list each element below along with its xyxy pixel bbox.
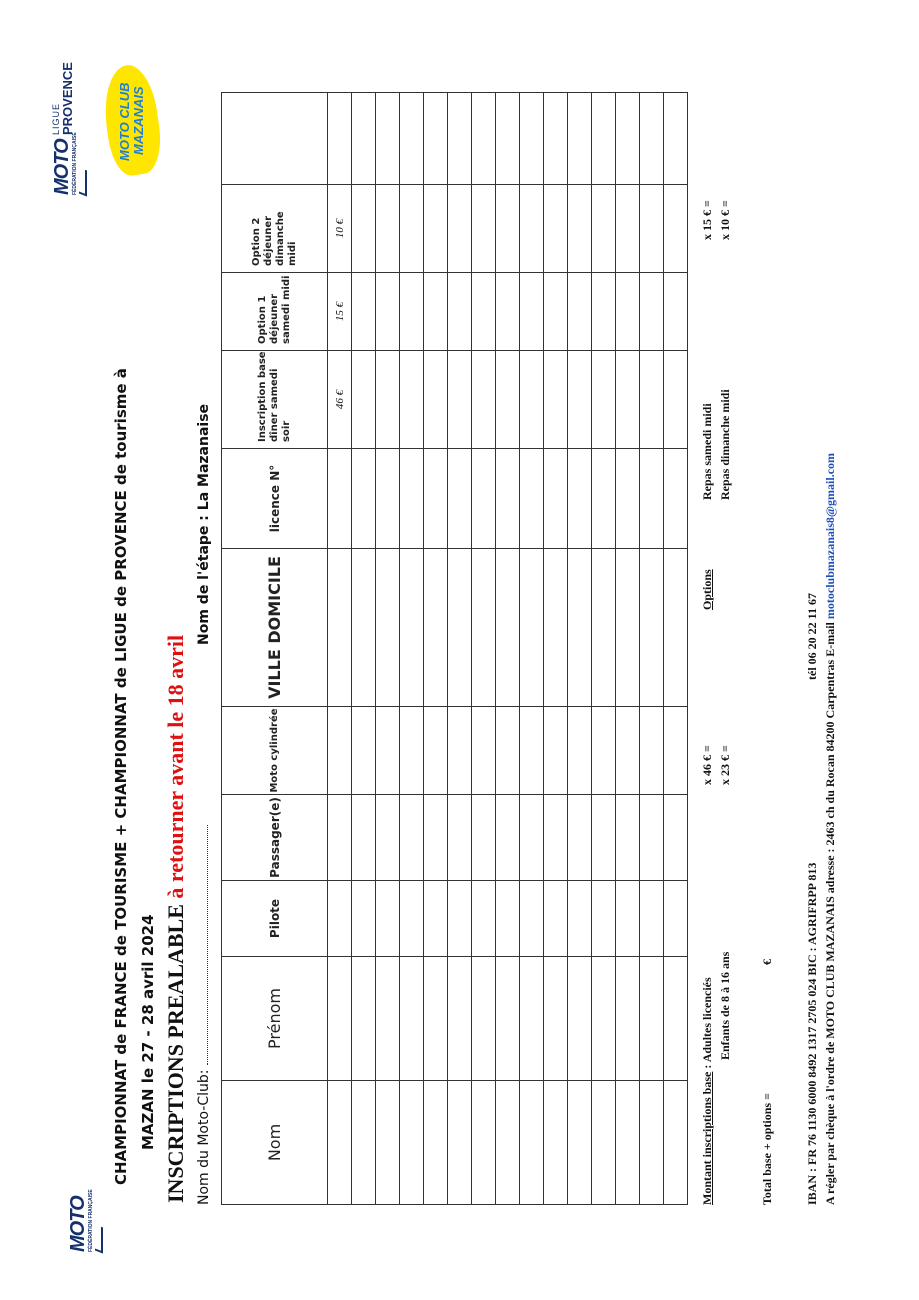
entry-cell[interactable] [472, 449, 496, 549]
entry-cell[interactable] [376, 351, 400, 449]
price-inscription-base: 46 € [328, 351, 352, 449]
entry-cell[interactable] [400, 351, 424, 449]
entry-cell[interactable] [376, 449, 400, 549]
entry-cell[interactable] [640, 93, 664, 185]
entry-cell[interactable] [592, 707, 616, 795]
repas-dimanche-label: Repas dimanche midi [718, 389, 732, 500]
price-option-2: 10 € [328, 185, 352, 273]
entry-cell[interactable] [448, 881, 472, 957]
price-cell [328, 957, 352, 1081]
entry-cell[interactable] [640, 449, 664, 549]
entry-cell[interactable] [448, 1081, 472, 1205]
col-option-1: Option 1 déjeuner samedi midi [222, 273, 328, 351]
table-row [400, 93, 424, 1205]
table-row [544, 93, 568, 1205]
entry-cell[interactable] [592, 957, 616, 1081]
col-moto-cylindree: Moto cylindrée [222, 707, 328, 795]
ffm-logo-right-brand: MOTO [51, 139, 73, 195]
entry-cell[interactable] [400, 881, 424, 957]
entry-cell[interactable] [472, 795, 496, 881]
entry-cell[interactable] [400, 795, 424, 881]
registration-table [221, 92, 688, 1205]
entry-cell[interactable] [376, 707, 400, 795]
entry-cell[interactable] [496, 185, 520, 273]
total-label: Total base + options = [760, 1093, 774, 1205]
entry-cell[interactable] [544, 795, 568, 881]
ffm-logo-right-sub: FÉDÉRATION FRANÇAISE [72, 132, 78, 195]
entry-cell[interactable] [424, 549, 448, 707]
table-row [496, 93, 520, 1205]
entry-cell[interactable] [472, 881, 496, 957]
entry-cell[interactable] [520, 881, 544, 957]
entry-cell[interactable] [616, 707, 640, 795]
entry-cell[interactable] [544, 449, 568, 549]
price-cell [328, 795, 352, 881]
entry-cell[interactable] [376, 795, 400, 881]
entry-cell[interactable] [400, 185, 424, 273]
moto-club-mazanais-logo [106, 65, 158, 175]
entry-cell[interactable] [448, 351, 472, 449]
entry-cell[interactable] [424, 273, 448, 351]
entry-cell[interactable] [520, 273, 544, 351]
entry-cell[interactable] [424, 93, 448, 185]
entry-cell[interactable] [664, 881, 688, 957]
ffm-logo-right [52, 132, 87, 195]
entry-cell[interactable] [568, 1081, 592, 1205]
table-row [352, 93, 376, 1205]
entry-cell[interactable] [544, 881, 568, 957]
entry-cell[interactable] [400, 273, 424, 351]
title-line-2: MAZAN le 27 - 28 avril 2024 [139, 914, 157, 1150]
entry-cell[interactable] [496, 881, 520, 957]
entry-cell[interactable] [640, 881, 664, 957]
entry-cell[interactable] [544, 185, 568, 273]
entry-cell[interactable] [616, 351, 640, 449]
chevron-icon [79, 168, 87, 197]
table-row [520, 93, 544, 1205]
ligue-small-text: LIGUE [51, 102, 61, 135]
entry-cell[interactable] [472, 273, 496, 351]
adultes-label: : Adultes licenciés [700, 977, 714, 1069]
entry-cell[interactable] [496, 1081, 520, 1205]
entry-cell[interactable] [640, 1081, 664, 1205]
entry-cell[interactable] [520, 449, 544, 549]
entry-cell[interactable] [544, 273, 568, 351]
options-label: Options [700, 569, 714, 610]
entry-cell[interactable] [616, 549, 640, 707]
entry-cell[interactable] [400, 549, 424, 707]
entry-cell[interactable] [448, 795, 472, 881]
price-cell [328, 549, 352, 707]
entry-cell[interactable] [472, 707, 496, 795]
entry-cell[interactable] [376, 93, 400, 185]
deadline-text: à retourner avant le 18 avril [163, 634, 188, 899]
price-cell [328, 449, 352, 549]
entry-cell[interactable] [400, 707, 424, 795]
entry-cell[interactable] [664, 549, 688, 707]
col-passager: Passager(e) [222, 795, 328, 881]
entry-cell[interactable] [520, 1081, 544, 1205]
price-option-1: 15 € [328, 273, 352, 351]
entry-cell[interactable] [592, 795, 616, 881]
entry-cell[interactable] [616, 185, 640, 273]
price-cell [328, 707, 352, 795]
entry-cell[interactable] [376, 273, 400, 351]
montant-line-adultes [700, 977, 715, 1205]
price-cell [328, 93, 352, 185]
entry-cell[interactable] [664, 185, 688, 273]
etape-name: Nom de l'étape : La Mazanaise [196, 403, 212, 645]
entry-cell[interactable] [400, 93, 424, 185]
entry-cell[interactable] [424, 707, 448, 795]
entry-cell[interactable] [664, 707, 688, 795]
email-link[interactable]: motoclubmazanais8@gmail.com [823, 452, 837, 620]
entry-cell[interactable] [400, 449, 424, 549]
entry-cell[interactable] [496, 273, 520, 351]
table-row [568, 93, 592, 1205]
entry-cell[interactable] [568, 273, 592, 351]
entry-cell[interactable] [520, 549, 544, 707]
moto-club-label: Nom du Moto-Club: [196, 1069, 212, 1205]
entry-cell[interactable] [616, 93, 640, 185]
entry-cell[interactable] [376, 957, 400, 1081]
entry-cell[interactable] [640, 707, 664, 795]
entry-cell[interactable] [496, 449, 520, 549]
entry-cell[interactable] [448, 707, 472, 795]
inscriptions-heading: INSCRIPTIONS PREALABLE [163, 904, 188, 1203]
table-row [472, 93, 496, 1205]
entry-cell[interactable] [448, 549, 472, 707]
entry-cell[interactable] [376, 549, 400, 707]
entry-cell[interactable] [352, 549, 376, 707]
entry-cell[interactable] [544, 351, 568, 449]
entry-cell[interactable] [424, 449, 448, 549]
entry-cell[interactable] [568, 93, 592, 185]
entry-cell[interactable] [616, 881, 640, 957]
col-inscription-base: Inscription base dîner samedi soir [222, 351, 328, 449]
entry-cell[interactable] [520, 957, 544, 1081]
entry-cell[interactable] [664, 273, 688, 351]
entry-cell[interactable] [424, 351, 448, 449]
entry-cell[interactable] [568, 549, 592, 707]
price-row [328, 93, 352, 1205]
entry-cell[interactable] [424, 957, 448, 1081]
entry-cell[interactable] [496, 957, 520, 1081]
entry-cell[interactable] [664, 93, 688, 185]
entry-cell[interactable] [664, 449, 688, 549]
entry-cell[interactable] [496, 549, 520, 707]
entry-cell[interactable] [544, 707, 568, 795]
entry-cell[interactable] [376, 1081, 400, 1205]
entry-cell[interactable] [616, 449, 640, 549]
payment-line [823, 453, 838, 1205]
ligue-provence-logo [52, 62, 74, 135]
entry-cell[interactable] [352, 93, 376, 185]
entry-cell[interactable] [640, 549, 664, 707]
entry-cell[interactable] [592, 881, 616, 957]
table-row [376, 93, 400, 1205]
entry-cell[interactable] [568, 957, 592, 1081]
entry-cell[interactable] [400, 957, 424, 1081]
col-nom: Nom [222, 1081, 328, 1205]
enfants-price: x 23 € = [718, 745, 732, 785]
entry-cell[interactable] [592, 1081, 616, 1205]
ffm-logo-left [68, 1189, 103, 1252]
entry-cell[interactable] [376, 881, 400, 957]
entry-cell[interactable] [568, 881, 592, 957]
entry-cell[interactable] [592, 351, 616, 449]
entry-cell[interactable] [592, 549, 616, 707]
price-cell [328, 1081, 352, 1205]
entry-cell[interactable] [352, 795, 376, 881]
montant-label: Montant inscriptions base [700, 1071, 714, 1205]
price-cell [328, 881, 352, 957]
entry-cell[interactable] [448, 449, 472, 549]
entry-cell[interactable] [448, 93, 472, 185]
col-licence: licence N° [222, 449, 328, 549]
ffm-logo-left-sub: FÉDÉRATION FRANÇAISE [88, 1189, 94, 1252]
table-row [616, 93, 640, 1205]
adultes-price: x 46 € = [700, 745, 714, 785]
entry-cell[interactable] [352, 449, 376, 549]
entry-cell[interactable] [424, 185, 448, 273]
entry-cell[interactable] [568, 351, 592, 449]
entry-cell[interactable] [376, 185, 400, 273]
entry-cell[interactable] [352, 185, 376, 273]
entry-cell[interactable] [424, 881, 448, 957]
entry-cell[interactable] [424, 1081, 448, 1205]
entry-cell[interactable] [352, 351, 376, 449]
entry-cell[interactable] [448, 957, 472, 1081]
entry-cell[interactable] [352, 273, 376, 351]
entry-cell[interactable] [616, 795, 640, 881]
entry-cell[interactable] [664, 1081, 688, 1205]
enfants-label: Enfants de 8 à 16 ans [718, 951, 732, 1060]
entry-cell[interactable] [496, 795, 520, 881]
entry-cell[interactable] [400, 1081, 424, 1205]
entry-cell[interactable] [472, 549, 496, 707]
entry-cell[interactable] [640, 351, 664, 449]
col-pilote: Pilote [222, 881, 328, 957]
repas-dimanche-price: x 10 € = [718, 200, 732, 240]
entry-cell[interactable] [520, 351, 544, 449]
repas-samedi-label: Repas samedi midi [700, 403, 714, 500]
entry-cell[interactable] [448, 273, 472, 351]
total-currency: € [760, 959, 774, 965]
entry-cell[interactable] [592, 449, 616, 549]
moto-club-field[interactable] [196, 826, 212, 1206]
entry-cell[interactable] [568, 185, 592, 273]
title-line-1: CHAMPIONNAT de FRANCE de TOURISME + CHAMPIONNAT de LIGUE de PROVENCE de tourisme à [112, 368, 130, 1185]
entry-cell[interactable] [568, 449, 592, 549]
title-line-3 [163, 635, 189, 1203]
ligue-big-text: PROVENCE [60, 62, 75, 135]
club-logo-line2: MAZANAIS [131, 86, 146, 155]
entry-cell[interactable] [664, 957, 688, 1081]
entry-cell[interactable] [640, 957, 664, 1081]
entry-cell[interactable] [472, 957, 496, 1081]
entry-cell[interactable] [544, 1081, 568, 1205]
entry-cell[interactable] [424, 795, 448, 881]
entry-cell[interactable] [496, 93, 520, 185]
entry-cell[interactable] [664, 351, 688, 449]
ffm-logo-left-brand: MOTO [67, 1196, 89, 1252]
club-logo-line1: MOTO CLUB [117, 82, 132, 161]
entry-cell[interactable] [640, 273, 664, 351]
entry-cell[interactable] [352, 881, 376, 957]
telephone: tél 06 20 22 11 67 [805, 593, 819, 680]
col-prenom: Prénom [222, 957, 328, 1081]
payment-text: A régler par chèque à l'ordre de MOTO CLUB MAZANAIS adresse : 2463 ch du Rocan 84200 Carpentras E-mail [823, 622, 837, 1205]
entry-cell[interactable] [592, 273, 616, 351]
entry-cell[interactable] [568, 707, 592, 795]
entry-cell[interactable] [544, 549, 568, 707]
entry-cell[interactable] [568, 795, 592, 881]
col-option-2: Option 2 déjeuner dimanche midi [222, 185, 328, 273]
table-row [448, 93, 472, 1205]
table-row [592, 93, 616, 1205]
entry-cell[interactable] [640, 185, 664, 273]
moto-club-blank[interactable] [207, 826, 208, 1066]
table-row [424, 93, 448, 1205]
col-ville-domicile: VILLE DOMICILE [222, 549, 328, 707]
entry-cell[interactable] [616, 1081, 640, 1205]
table-header-row [222, 93, 328, 1205]
entry-cell[interactable] [472, 185, 496, 273]
entry-cell[interactable] [544, 93, 568, 185]
entry-cell[interactable] [520, 707, 544, 795]
iban-line: IBAN : FR 76 1130 6000 8492 1317 2705 024 BIC : AGRIFRPP 813 [805, 862, 819, 1205]
entry-cell[interactable] [352, 707, 376, 795]
entry-cell[interactable] [496, 351, 520, 449]
table-row [664, 93, 688, 1205]
entry-cell[interactable] [592, 93, 616, 185]
entry-cell[interactable] [592, 185, 616, 273]
entry-cell[interactable] [448, 185, 472, 273]
entry-cell[interactable] [616, 957, 640, 1081]
entry-cell[interactable] [352, 957, 376, 1081]
entry-cell[interactable] [496, 707, 520, 795]
repas-samedi-price: x 15 € = [700, 200, 714, 240]
entry-cell[interactable] [616, 273, 640, 351]
entry-cell[interactable] [520, 795, 544, 881]
entry-cell[interactable] [664, 795, 688, 881]
entry-cell[interactable] [472, 93, 496, 185]
entry-cell[interactable] [640, 795, 664, 881]
entry-cell[interactable] [472, 1081, 496, 1205]
entry-cell[interactable] [544, 957, 568, 1081]
entry-cell[interactable] [520, 185, 544, 273]
entry-cell[interactable] [352, 1081, 376, 1205]
chevron-icon [95, 1225, 103, 1254]
entry-cell[interactable] [520, 93, 544, 185]
table-body [328, 93, 688, 1205]
entry-cell[interactable] [472, 351, 496, 449]
table-row [640, 93, 664, 1205]
col-blank [222, 93, 328, 185]
